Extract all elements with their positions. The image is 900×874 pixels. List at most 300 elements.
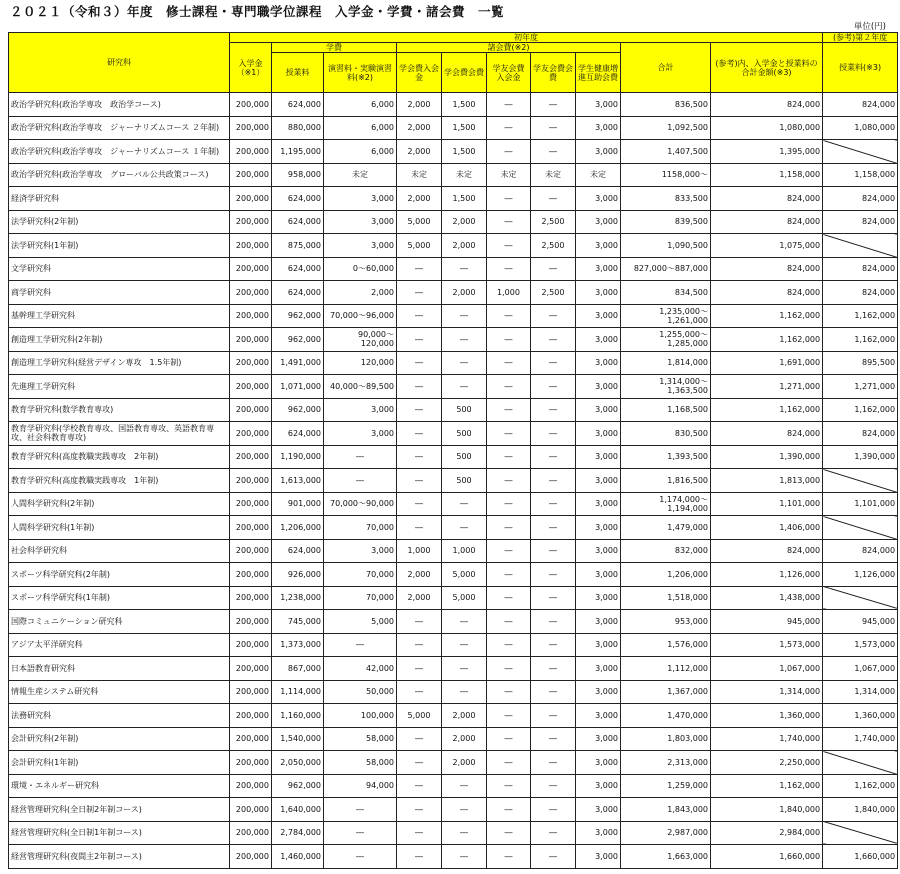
- cell-yuukai-nyukai: ―: [487, 516, 531, 540]
- cell-gakkaihi: 1,000: [442, 539, 487, 563]
- cell-enshu: 2,000: [324, 281, 397, 305]
- cell-total: 1,470,000: [621, 704, 711, 728]
- cell-yuukai-nyukai: ―: [487, 422, 531, 446]
- cell-gakkaihi: ―: [442, 774, 487, 798]
- cell-ref-total: 1,573,000: [711, 633, 823, 657]
- cell-jugyoryo: 2,784,000: [272, 821, 324, 845]
- cell-kenko: 3,000: [576, 516, 621, 540]
- cell-second-jugyoryo: 895,500: [823, 351, 898, 375]
- cell-ref-total: 1,390,000: [711, 445, 823, 469]
- cell-kenkyuka: 会計研究科(2年制): [9, 727, 230, 751]
- cell-kenkyuka: 教育学研究科(学校教育専攻、国語教育専攻、英語教育専攻、社会科教育専攻): [9, 422, 230, 446]
- cell-yuukai-nyukai: ―: [487, 539, 531, 563]
- cell-total: 1,803,000: [621, 727, 711, 751]
- cell-nyugakukin: 200,000: [230, 821, 272, 845]
- cell-jugyoryo: 624,000: [272, 539, 324, 563]
- cell-yuukai: ―: [531, 845, 576, 869]
- cell-kenko: 3,000: [576, 375, 621, 399]
- cell-total: 1,112,000: [621, 657, 711, 681]
- cell-kenkyuka: スポーツ科学研究科(2年制): [9, 563, 230, 587]
- cell-yuukai-nyukai: ―: [487, 304, 531, 328]
- cell-nyugakukin: 200,000: [230, 798, 272, 822]
- cell-gakkaihi-nyukai: ―: [397, 281, 442, 305]
- cell-ref-total: 1,075,000: [711, 234, 823, 258]
- cell-jugyoryo: 962,000: [272, 328, 324, 352]
- cell-gakkaihi-nyukai: ―: [397, 610, 442, 634]
- table-row: [9, 328, 898, 352]
- cell-ref-total: 1,314,000: [711, 680, 823, 704]
- cell-nyugakukin: 200,000: [230, 234, 272, 258]
- cell-kenkyuka: 創造理工学研究科(経営デザイン専攻 1.5年制): [9, 351, 230, 375]
- cell-ref-total: 1,740,000: [711, 727, 823, 751]
- cell-enshu: 120,000: [324, 351, 397, 375]
- cell-nyugakukin: 200,000: [230, 727, 272, 751]
- cell-total: 2,987,000: [621, 821, 711, 845]
- cell-yuukai-nyukai: ―: [487, 563, 531, 587]
- cell-yuukai: ―: [531, 140, 576, 164]
- cell-kenko: 3,000: [576, 657, 621, 681]
- cell-nyugakukin: 200,000: [230, 116, 272, 140]
- table-row: [9, 93, 898, 117]
- cell-nyugakukin: 200,000: [230, 751, 272, 775]
- cell-kenkyuka: 社会科学研究科: [9, 539, 230, 563]
- cell-total: 827,000～887,000: [621, 257, 711, 281]
- cell-enshu: 90,000～120,000: [324, 328, 397, 352]
- cell-kenkyuka: 政治学研究科(政治学専攻 政治学コース): [9, 93, 230, 117]
- cell-ref-total: 1,162,000: [711, 774, 823, 798]
- cell-total: 1,816,500: [621, 469, 711, 493]
- cell-gakkaihi: ―: [442, 821, 487, 845]
- cell-second-jugyoryo: 1,101,000: [823, 492, 898, 516]
- cell-gakkaihi-nyukai: 未定: [397, 163, 442, 187]
- cell-enshu: ―: [324, 445, 397, 469]
- cell-kenko: 3,000: [576, 727, 621, 751]
- cell-gakkaihi: 1,500: [442, 116, 487, 140]
- cell-total: 1,843,000: [621, 798, 711, 822]
- cell-jugyoryo: 962,000: [272, 774, 324, 798]
- cell-total: 953,000: [621, 610, 711, 634]
- cell-gakkaihi: ―: [442, 492, 487, 516]
- table-row: [9, 774, 898, 798]
- cell-enshu: 42,000: [324, 657, 397, 681]
- table-row: [9, 234, 898, 258]
- cell-gakkaihi-nyukai: ―: [397, 445, 442, 469]
- cell-jugyoryo: 745,000: [272, 610, 324, 634]
- cell-gakkaihi-nyukai: ―: [397, 304, 442, 328]
- cell-gakkaihi: ―: [442, 257, 487, 281]
- cell-jugyoryo: 1,238,000: [272, 586, 324, 610]
- table-row: [9, 351, 898, 375]
- cell-kenkyuka: 経営管理研究科(全日制2年制コース): [9, 798, 230, 822]
- cell-jugyoryo: 1,160,000: [272, 704, 324, 728]
- cell-kenko: 3,000: [576, 539, 621, 563]
- cell-enshu: 70,000～90,000: [324, 492, 397, 516]
- cell-enshu: 100,000: [324, 704, 397, 728]
- cell-yuukai: ―: [531, 751, 576, 775]
- cell-second-jugyoryo: 824,000: [823, 187, 898, 211]
- cell-yuukai: 未定: [531, 163, 576, 187]
- table-row: [9, 539, 898, 563]
- cell-total: 1,393,500: [621, 445, 711, 469]
- cell-jugyoryo: 1,373,000: [272, 633, 324, 657]
- cell-gakkaihi: ―: [442, 657, 487, 681]
- cell-gakkaihi: 1,500: [442, 93, 487, 117]
- cell-enshu: ―: [324, 469, 397, 493]
- header-total: 合計: [621, 43, 711, 93]
- cell-gakkaihi-nyukai: 5,000: [397, 704, 442, 728]
- cell-nyugakukin: 200,000: [230, 140, 272, 164]
- cell-kenkyuka: 政治学研究科(政治学専攻 ジャーナリズムコース ２年制): [9, 116, 230, 140]
- cell-enshu: 70,000: [324, 516, 397, 540]
- cell-nyugakukin: 200,000: [230, 257, 272, 281]
- cell-ref-total: 1,101,000: [711, 492, 823, 516]
- cell-total: 1,518,000: [621, 586, 711, 610]
- cell-enshu: ―: [324, 798, 397, 822]
- cell-gakkaihi: ―: [442, 304, 487, 328]
- cell-gakkaihi: 1,500: [442, 140, 487, 164]
- cell-yuukai-nyukai: ―: [487, 633, 531, 657]
- cell-total: 1,663,000: [621, 845, 711, 869]
- cell-kenkyuka: 政治学研究科(政治学専攻 ジャーナリズムコース １年制): [9, 140, 230, 164]
- cell-enshu: 6,000: [324, 116, 397, 140]
- cell-yuukai: ―: [531, 821, 576, 845]
- cell-kenko: 3,000: [576, 586, 621, 610]
- cell-gakkaihi: 5,000: [442, 563, 487, 587]
- cell-enshu: 3,000: [324, 539, 397, 563]
- cell-jugyoryo: 624,000: [272, 422, 324, 446]
- cell-enshu: 58,000: [324, 751, 397, 775]
- cell-kenkyuka: 商学研究科: [9, 281, 230, 305]
- cell-total: 1,206,000: [621, 563, 711, 587]
- table-row: [9, 657, 898, 681]
- cell-jugyoryo: 962,000: [272, 398, 324, 422]
- cell-yuukai-nyukai: ―: [487, 774, 531, 798]
- cell-jugyoryo: 867,000: [272, 657, 324, 681]
- cell-second-jugyoryo: 1,126,000: [823, 563, 898, 587]
- cell-gakkaihi-nyukai: 2,000: [397, 93, 442, 117]
- cell-kenkyuka: 法務研究科: [9, 704, 230, 728]
- cell-enshu: 40,000～89,500: [324, 375, 397, 399]
- cell-ref-total: 2,984,000: [711, 821, 823, 845]
- cell-yuukai-nyukai: ―: [487, 680, 531, 704]
- table-row: [9, 680, 898, 704]
- cell-nyugakukin: 200,000: [230, 281, 272, 305]
- cell-yuukai: ―: [531, 539, 576, 563]
- header-gakkaihi: 学会費会費: [442, 53, 487, 93]
- cell-jugyoryo: 880,000: [272, 116, 324, 140]
- cell-gakkaihi: ―: [442, 798, 487, 822]
- table-row: [9, 563, 898, 587]
- cell-yuukai: ―: [531, 586, 576, 610]
- cell-second-jugyoryo: 1,080,000: [823, 116, 898, 140]
- cell-ref-total: 1,406,000: [711, 516, 823, 540]
- cell-ref-total: 1,360,000: [711, 704, 823, 728]
- cell-enshu: 3,000: [324, 234, 397, 258]
- cell-kenkyuka: 経営管理研究科(全日制1年制コース): [9, 821, 230, 845]
- cell-kenkyuka: 環境・エネルギー研究科: [9, 774, 230, 798]
- cell-nyugakukin: 200,000: [230, 586, 272, 610]
- cell-kenkyuka: 法学研究科(2年制): [9, 210, 230, 234]
- cell-kenko: 3,000: [576, 351, 621, 375]
- cell-jugyoryo: 1,613,000: [272, 469, 324, 493]
- cell-yuukai: ―: [531, 657, 576, 681]
- fee-table-body: [9, 93, 898, 869]
- cell-total: 1,479,000: [621, 516, 711, 540]
- cell-second-jugyoryo: [823, 751, 898, 775]
- cell-jugyoryo: 1,190,000: [272, 445, 324, 469]
- cell-yuukai: ―: [531, 704, 576, 728]
- cell-nyugakukin: 200,000: [230, 93, 272, 117]
- cell-enshu: 70,000: [324, 586, 397, 610]
- table-row: [9, 398, 898, 422]
- cell-nyugakukin: 200,000: [230, 633, 272, 657]
- cell-second-jugyoryo: 1,573,000: [823, 633, 898, 657]
- cell-nyugakukin: 200,000: [230, 163, 272, 187]
- table-row: [9, 469, 898, 493]
- cell-kenko: 3,000: [576, 187, 621, 211]
- cell-jugyoryo: 624,000: [272, 187, 324, 211]
- cell-kenko: 3,000: [576, 116, 621, 140]
- cell-enshu: 3,000: [324, 210, 397, 234]
- cell-kenko: 3,000: [576, 469, 621, 493]
- cell-jugyoryo: 958,000: [272, 163, 324, 187]
- cell-second-jugyoryo: 824,000: [823, 422, 898, 446]
- cell-total: 836,500: [621, 93, 711, 117]
- cell-nyugakukin: 200,000: [230, 469, 272, 493]
- fee-table: [8, 32, 898, 869]
- cell-gakkaihi-nyukai: ―: [397, 469, 442, 493]
- cell-gakkaihi: ―: [442, 680, 487, 704]
- cell-nyugakukin: 200,000: [230, 445, 272, 469]
- cell-yuukai-nyukai: ―: [487, 821, 531, 845]
- table-row: [9, 281, 898, 305]
- cell-ref-total: 1,271,000: [711, 375, 823, 399]
- cell-yuukai-nyukai: ―: [487, 116, 531, 140]
- cell-yuukai-nyukai: ―: [487, 845, 531, 869]
- cell-yuukai: ―: [531, 633, 576, 657]
- table-row: [9, 845, 898, 869]
- cell-kenkyuka: 政治学研究科(政治学専攻 グローバル公共政策コース): [9, 163, 230, 187]
- cell-ref-total: 824,000: [711, 210, 823, 234]
- cell-enshu: 70,000: [324, 563, 397, 587]
- cell-gakkaihi-nyukai: ―: [397, 516, 442, 540]
- cell-kenko: 3,000: [576, 422, 621, 446]
- cell-yuukai-nyukai: ―: [487, 492, 531, 516]
- cell-ref-total: 1,162,000: [711, 328, 823, 352]
- cell-gakkaihi-nyukai: 5,000: [397, 210, 442, 234]
- header-ref-total: (参考)内、入学金と授業料の合計金額(※3): [711, 43, 823, 93]
- header-jugyoryo: 授業料: [272, 53, 324, 93]
- cell-nyugakukin: 200,000: [230, 375, 272, 399]
- cell-yuukai-nyukai: ―: [487, 351, 531, 375]
- cell-yuukai-nyukai: ―: [487, 234, 531, 258]
- cell-ref-total: 945,000: [711, 610, 823, 634]
- cell-gakkaihi-nyukai: 5,000: [397, 234, 442, 258]
- cell-gakkaihi-nyukai: ―: [397, 774, 442, 798]
- cell-kenkyuka: 創造理工学研究科(2年制): [9, 328, 230, 352]
- cell-gakkaihi: 5,000: [442, 586, 487, 610]
- cell-yuukai: ―: [531, 116, 576, 140]
- cell-gakkaihi: 2,000: [442, 704, 487, 728]
- table-row: [9, 633, 898, 657]
- cell-gakkaihi: 500: [442, 398, 487, 422]
- cell-jugyoryo: 1,640,000: [272, 798, 324, 822]
- cell-nyugakukin: 200,000: [230, 704, 272, 728]
- cell-second-jugyoryo: [823, 516, 898, 540]
- cell-second-jugyoryo: 1,390,000: [823, 445, 898, 469]
- cell-kenkyuka: 経済学研究科: [9, 187, 230, 211]
- cell-yuukai: 2,500: [531, 210, 576, 234]
- cell-yuukai-nyukai: ―: [487, 469, 531, 493]
- cell-second-jugyoryo: 1,162,000: [823, 774, 898, 798]
- cell-total: 1158,000～: [621, 163, 711, 187]
- cell-yuukai-nyukai: ―: [487, 187, 531, 211]
- cell-ref-total: 824,000: [711, 93, 823, 117]
- cell-kenko: 3,000: [576, 93, 621, 117]
- cell-kenko: 3,000: [576, 398, 621, 422]
- cell-enshu: 70,000～96,000: [324, 304, 397, 328]
- cell-second-jugyoryo: 824,000: [823, 93, 898, 117]
- cell-nyugakukin: 200,000: [230, 845, 272, 869]
- cell-gakkaihi-nyukai: ―: [397, 798, 442, 822]
- cell-jugyoryo: 624,000: [272, 210, 324, 234]
- cell-gakkaihi-nyukai: ―: [397, 657, 442, 681]
- cell-enshu: ―: [324, 821, 397, 845]
- cell-yuukai: ―: [531, 445, 576, 469]
- header-kenko: 学生健康増進互助会費: [576, 53, 621, 93]
- cell-kenko: 3,000: [576, 751, 621, 775]
- cell-kenkyuka: 日本語教育研究科: [9, 657, 230, 681]
- cell-kenkyuka: 人間科学研究科(1年制): [9, 516, 230, 540]
- cell-jugyoryo: 624,000: [272, 257, 324, 281]
- cell-total: 1,314,000～1,363,500: [621, 375, 711, 399]
- cell-gakkaihi-nyukai: 1,000: [397, 539, 442, 563]
- cell-second-jugyoryo: 1,840,000: [823, 798, 898, 822]
- cell-yuukai: ―: [531, 798, 576, 822]
- cell-gakkaihi-nyukai: ―: [397, 680, 442, 704]
- cell-kenko: 未定: [576, 163, 621, 187]
- cell-kenko: 3,000: [576, 304, 621, 328]
- cell-kenko: 3,000: [576, 492, 621, 516]
- cell-yuukai: ―: [531, 492, 576, 516]
- cell-gakkaihi-nyukai: 2,000: [397, 187, 442, 211]
- cell-gakkaihi: ―: [442, 845, 487, 869]
- cell-enshu: 94,000: [324, 774, 397, 798]
- cell-ref-total: 1,691,000: [711, 351, 823, 375]
- cell-total: 1,407,500: [621, 140, 711, 164]
- cell-enshu: 5,000: [324, 610, 397, 634]
- cell-total: 1,168,500: [621, 398, 711, 422]
- cell-nyugakukin: 200,000: [230, 516, 272, 540]
- cell-yuukai: ―: [531, 610, 576, 634]
- cell-yuukai-nyukai: ―: [487, 610, 531, 634]
- cell-yuukai: ―: [531, 516, 576, 540]
- table-row: [9, 422, 898, 446]
- cell-enshu: 未定: [324, 163, 397, 187]
- cell-total: 1,235,000～1,261,000: [621, 304, 711, 328]
- cell-jugyoryo: 1,540,000: [272, 727, 324, 751]
- table-row: [9, 704, 898, 728]
- cell-gakkaihi: ―: [442, 328, 487, 352]
- cell-yuukai: ―: [531, 93, 576, 117]
- cell-enshu: 3,000: [324, 422, 397, 446]
- cell-gakkaihi-nyukai: ―: [397, 257, 442, 281]
- table-row: [9, 821, 898, 845]
- cell-nyugakukin: 200,000: [230, 398, 272, 422]
- cell-total: 1,090,500: [621, 234, 711, 258]
- cell-kenkyuka: 基幹理工学研究科: [9, 304, 230, 328]
- cell-kenkyuka: 教育学研究科(高度教職実践専攻 1年制): [9, 469, 230, 493]
- cell-kenko: 3,000: [576, 633, 621, 657]
- cell-yuukai: ―: [531, 680, 576, 704]
- cell-total: 1,259,000: [621, 774, 711, 798]
- table-row: [9, 492, 898, 516]
- cell-jugyoryo: 1,195,000: [272, 140, 324, 164]
- cell-yuukai: ―: [531, 187, 576, 211]
- cell-total: 1,814,000: [621, 351, 711, 375]
- header-gakkaihi-nyukai: 学会費入会金: [397, 53, 442, 93]
- cell-gakkaihi-nyukai: ―: [397, 398, 442, 422]
- cell-kenkyuka: スポーツ科学研究科(1年制): [9, 586, 230, 610]
- cell-enshu: 58,000: [324, 727, 397, 751]
- cell-gakkaihi: 500: [442, 469, 487, 493]
- cell-total: 1,576,000: [621, 633, 711, 657]
- header-shokaihi: 諸会費(※2): [397, 43, 621, 53]
- cell-second-jugyoryo: 1,158,000: [823, 163, 898, 187]
- cell-kenko: 3,000: [576, 680, 621, 704]
- cell-yuukai-nyukai: 1,000: [487, 281, 531, 305]
- cell-ref-total: 1,660,000: [711, 845, 823, 869]
- cell-total: 839,500: [621, 210, 711, 234]
- cell-gakkaihi-nyukai: ―: [397, 845, 442, 869]
- page-title: ２０２１（令和３）年度 修士課程・専門職学位課程 入学金・学費・諸会費 一覧: [10, 4, 505, 19]
- cell-yuukai-nyukai: ―: [487, 140, 531, 164]
- cell-kenko: 3,000: [576, 234, 621, 258]
- cell-second-jugyoryo: 824,000: [823, 257, 898, 281]
- header-nyugakukin: 入学金（※1）: [230, 43, 272, 93]
- cell-kenkyuka: 人間科学研究科(2年制): [9, 492, 230, 516]
- table-row: [9, 210, 898, 234]
- cell-second-jugyoryo: 1,271,000: [823, 375, 898, 399]
- table-row: [9, 304, 898, 328]
- cell-gakkaihi: 2,000: [442, 751, 487, 775]
- cell-yuukai-nyukai: ―: [487, 210, 531, 234]
- cell-gakkaihi: 500: [442, 445, 487, 469]
- cell-gakkaihi-nyukai: 2,000: [397, 586, 442, 610]
- cell-ref-total: 824,000: [711, 422, 823, 446]
- cell-nyugakukin: 200,000: [230, 304, 272, 328]
- cell-nyugakukin: 200,000: [230, 680, 272, 704]
- table-row: [9, 257, 898, 281]
- cell-yuukai-nyukai: ―: [487, 798, 531, 822]
- table-row: [9, 445, 898, 469]
- cell-ref-total: 1,080,000: [711, 116, 823, 140]
- cell-gakkaihi: ―: [442, 610, 487, 634]
- cell-gakkaihi-nyukai: ―: [397, 328, 442, 352]
- cell-second-jugyoryo: 1,660,000: [823, 845, 898, 869]
- header-gakuhi: 学費: [272, 43, 397, 53]
- cell-gakkaihi-nyukai: ―: [397, 633, 442, 657]
- cell-ref-total: 1,840,000: [711, 798, 823, 822]
- cell-yuukai: ―: [531, 351, 576, 375]
- cell-yuukai-nyukai: ―: [487, 751, 531, 775]
- table-row: [9, 116, 898, 140]
- cell-second-jugyoryo: 945,000: [823, 610, 898, 634]
- cell-kenko: 3,000: [576, 563, 621, 587]
- cell-kenkyuka: 経営管理研究科(夜間主2年制コース): [9, 845, 230, 869]
- cell-nyugakukin: 200,000: [230, 610, 272, 634]
- cell-second-jugyoryo: 824,000: [823, 539, 898, 563]
